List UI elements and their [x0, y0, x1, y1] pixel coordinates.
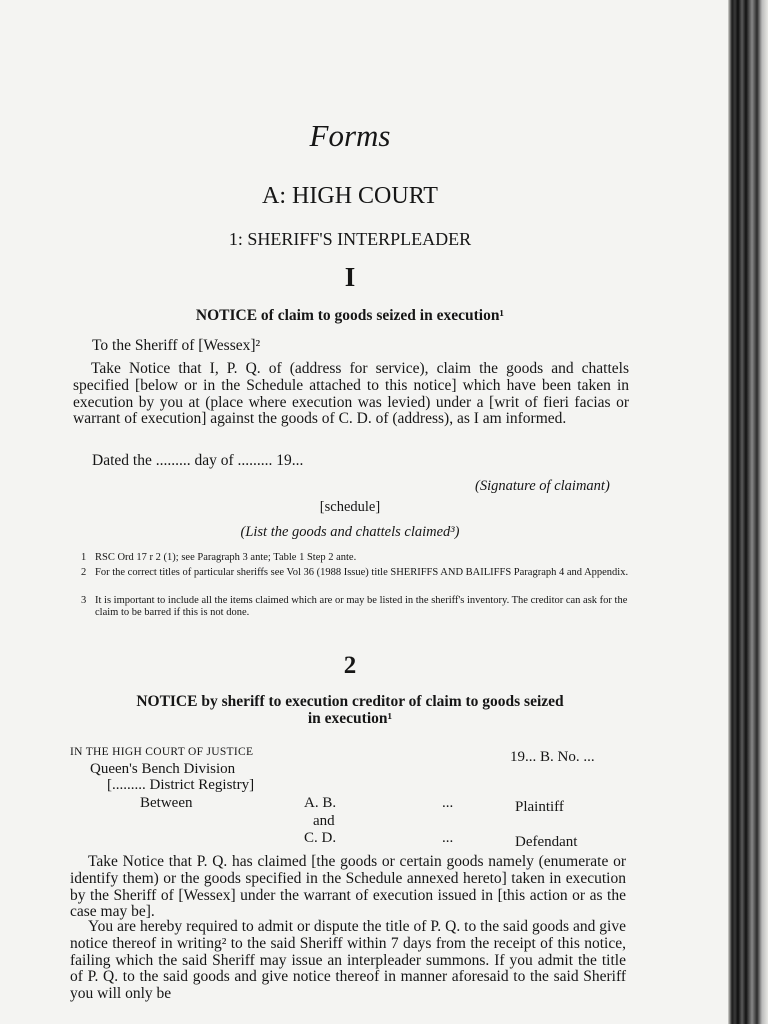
notice-body: Take Notice that P. Q. has claimed [the goods or certain goods namely (enumerate or identify them) or the goods specified in the Schedule annexed hereto] taken in execution by the Sheriff of [Wessex] under the warrant of execution issued in [this action or as the case may be].	[70, 853, 626, 921]
schedule-label: [schedule]	[319, 499, 381, 515]
notice-body-continued: You are hereby required to admit or dispute the title of P. Q. to the said goods and give notice thereof in writing² to the said Sheriff within 7 days from the receipt of this notice, failing which the said Sheriff may issue an interpleader summons. If you admit the title of P. Q. to the said goods and give notice thereof in manner aforesaid to the said Sheriff you will only be	[70, 918, 626, 1003]
page-title: Forms	[309, 118, 391, 153]
footnote-number: 2	[81, 567, 87, 578]
schedule-instruction: (List the goods and chattels claimed³)	[240, 524, 460, 540]
and-label: and	[313, 813, 335, 829]
form-heading-continued: in execution¹	[307, 710, 393, 727]
notice-body: Take Notice that I, P. Q. of (address for service), claim the goods and chattels specified [below or in the Schedule attached to this notice] which have been taken in execution by you at (place where execution was levied) under a [writ of fieri facias or warrant of execution] against the goods of C. D. of (address), as I am informed.	[73, 360, 629, 428]
defendant-label: Defendant	[515, 834, 578, 850]
court-name: IN THE HIGH COURT OF JUSTICE	[70, 746, 254, 758]
leader-dots: ...	[442, 830, 454, 846]
form-heading: NOTICE of claim to goods seized in execution¹	[195, 307, 505, 324]
court-division: Queen's Bench Division	[90, 761, 236, 777]
form-number: I	[344, 262, 356, 292]
form-number: 2	[343, 652, 357, 679]
dated-line: Dated the ......... day of ......... 19...	[92, 452, 304, 469]
leader-dots: ...	[442, 795, 454, 811]
subsection-heading: 1: SHERIFF'S INTERPLEADER	[228, 229, 472, 249]
footnote-number: 3	[81, 595, 87, 606]
section-heading: A: HIGH COURT	[262, 183, 438, 209]
footnote-text: It is important to include all the items claimed which are or may be listed in the sheriff's inventory. The creditor can ask for the claim to be barred if this is not done.	[95, 595, 628, 618]
district-registry: [......... District Registry]	[107, 777, 255, 793]
signature-line: (Signature of claimant)	[475, 478, 610, 494]
footnote-number: 1	[81, 552, 87, 563]
form-heading: NOTICE by sheriff to execution creditor of claim to goods seized	[136, 693, 564, 710]
footnote-text: For the correct titles of particular sheriffs see Vol 36 (1988 Issue) title SHERIFFS AND BAILIFFS Paragraph 4 and Appendix.	[95, 567, 629, 578]
salutation: To the Sheriff of [Wessex]²	[92, 337, 261, 354]
book-spine-shadow	[728, 0, 768, 1024]
party-plaintiff: A. B.	[304, 795, 337, 811]
party-defendant: C. D.	[304, 830, 337, 846]
case-reference: 19... B. No. ...	[510, 749, 595, 765]
plaintiff-label: Plaintiff	[515, 799, 564, 815]
between-label: Between	[140, 795, 193, 811]
footnote-text: RSC Ord 17 r 2 (1); see Paragraph 3 ante; Table 1 Step 2 ante.	[95, 552, 357, 563]
